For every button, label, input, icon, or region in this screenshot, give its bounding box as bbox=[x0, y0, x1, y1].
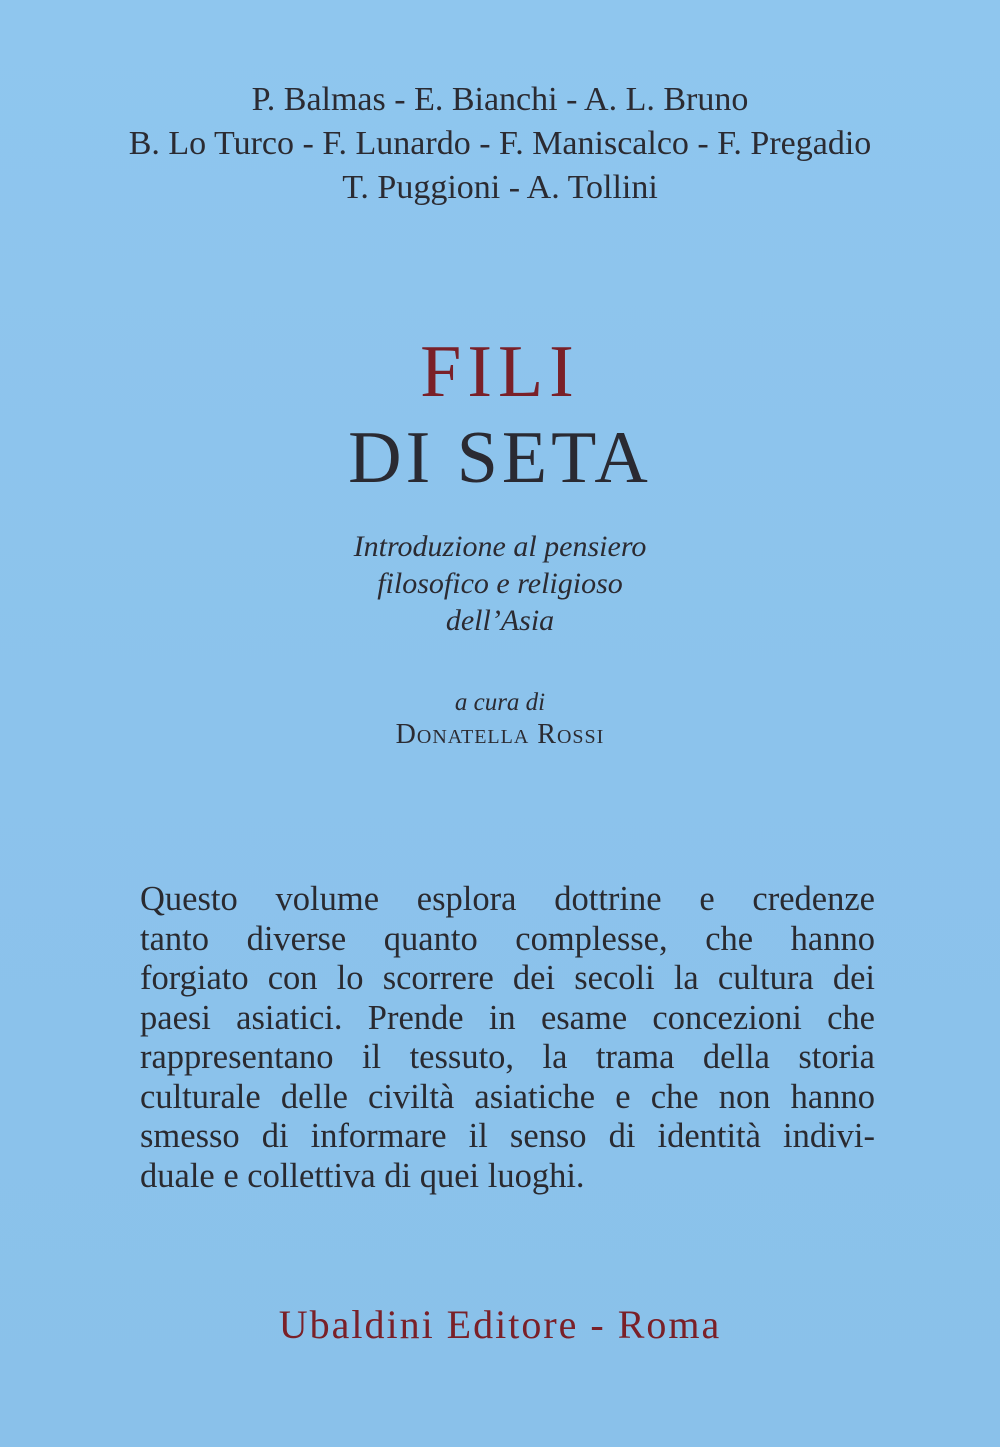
blurb-line: forgiato con lo scorrere dei secoli la cultura dei bbox=[140, 959, 875, 997]
book-subtitle bbox=[0, 528, 1000, 639]
authors-list bbox=[0, 78, 1000, 210]
blurb-line: paesi asiatici. Prende in esame concezioni che bbox=[140, 998, 875, 1037]
publisher-imprint: Ubaldini Editore - Roma bbox=[278, 1302, 722, 1347]
blurb-line: smesso di informare il senso di identità indivi- bbox=[140, 1117, 875, 1155]
authors-line: P. Balmas - E. Bianchi - A. L. Bruno bbox=[251, 81, 749, 118]
authors-line: T. Puggioni - A. Tollini bbox=[342, 169, 658, 206]
editor-label: a cura di bbox=[454, 689, 546, 716]
blurb-line: rappresentano il tessuto, la trama della storia bbox=[140, 1038, 875, 1076]
subtitle-line: dell’Asia bbox=[445, 604, 555, 637]
blurb-line: culturale delle civiltà asiatiche e che non hanno bbox=[140, 1077, 875, 1116]
blurb-line: duale e collettiva di quei luoghi. bbox=[140, 1156, 585, 1195]
subtitle-line: filosofico e religioso bbox=[377, 567, 623, 600]
book-title bbox=[0, 330, 1000, 500]
title-line-di-seta: DI SETA bbox=[348, 417, 652, 499]
blurb-line: tanto diverse quanto complesse, che hanno bbox=[140, 919, 875, 958]
title-line-fili: FILI bbox=[420, 331, 580, 413]
blurb-line: Questo volume esplora dottrine e credenze bbox=[140, 880, 875, 918]
authors-line: B. Lo Turco - F. Lunardo - F. Maniscalco - F. Pregadio bbox=[128, 125, 872, 162]
blurb-paragraph bbox=[140, 880, 875, 1196]
subtitle-line: Introduzione al pensiero bbox=[353, 530, 647, 563]
editor-name: Donatella Rossi bbox=[395, 719, 605, 750]
